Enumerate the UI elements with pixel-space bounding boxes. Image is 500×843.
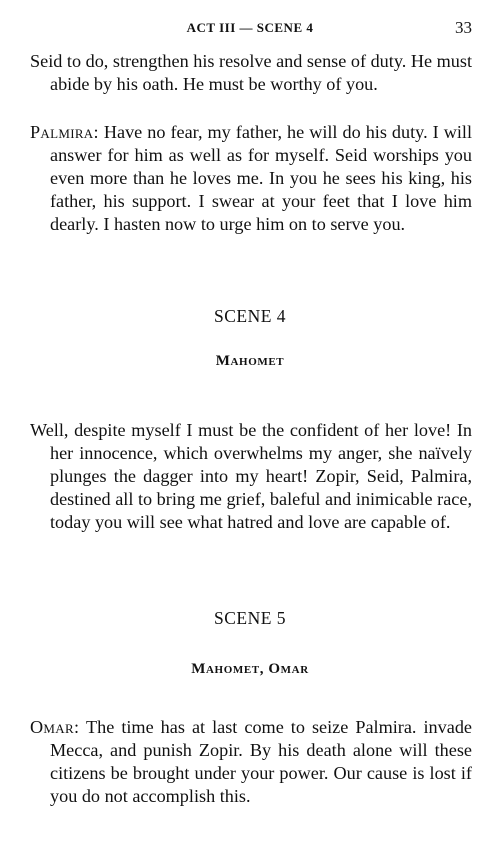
text-block-omar	[30, 716, 472, 808]
scene-cast: Mahomet	[215, 353, 285, 369]
running-head-title: ACT III — SCENE 4	[186, 20, 314, 35]
text-block-continuation	[30, 50, 472, 96]
paragraph-text: The time has at last come to seize Palmira. invade Mecca, and punish Zopir. By his death alone will these citizens be brought under your power. Our cause is lost if you do not accomplish this.	[50, 717, 472, 806]
paragraph-continuation	[30, 50, 472, 96]
paragraph-text: Seid to do, strengthen his resolve and sense of duty. He must abide by his oath. He must be worthy of you.	[30, 51, 472, 94]
scene-heading: SCENE 5	[213, 608, 287, 628]
paragraph-omar	[30, 716, 472, 808]
paragraph-text: Well, despite myself I must be the confident of her love! In her innocence, which overwhelms my anger, she naïvely plunges the dagger into my heart! Zopir, Seid, Palmira, destined all to bring me grief, baleful and inimicable race, today you will see what hatred and love are capable of.	[30, 420, 472, 532]
running-head	[0, 16, 500, 46]
page-number: 33	[455, 18, 472, 37]
scene-cast: Mahomet, Omar	[191, 661, 309, 677]
paragraph-mahomet	[30, 419, 472, 534]
paragraph-text: Have no fear, my father, he will do his duty. I will answer for him as well as for myself. Seid worships you even more than he loves me. In you he sees his king, his father, his support. I swear at your feet that I love him dearly. I hasten now to urge him on to serve you.	[50, 122, 472, 234]
text-block-palmira	[30, 121, 472, 236]
speaker-name: Palmira:	[30, 122, 99, 142]
paragraph-palmira	[30, 121, 472, 236]
text-block-mahomet	[30, 419, 472, 534]
speaker-name: Omar:	[30, 717, 80, 737]
scene-heading: SCENE 4	[213, 306, 287, 326]
